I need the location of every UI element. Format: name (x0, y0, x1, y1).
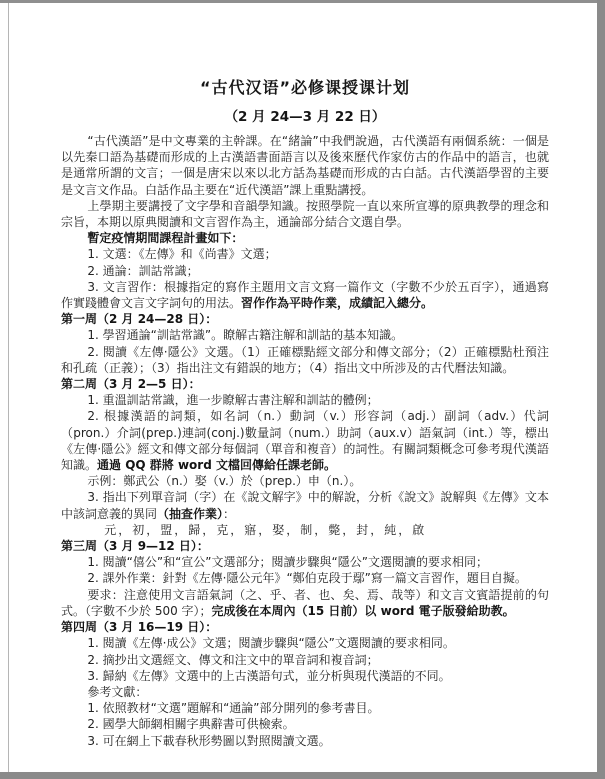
page-title: “古代汉语”必修课授课计划 (199, 78, 411, 97)
text-run: 1. 學習通論“訓詁常識”。瞭解古籍注解和訓詁的基本知識。 (87, 328, 404, 343)
paragraph (61, 133, 549, 198)
paragraph (61, 684, 549, 700)
paragraph (61, 700, 549, 716)
paragraph (61, 733, 549, 749)
text-run: 2. 課外作業：針對《左傳·隱公元年》“鄭伯克段于鄢”寫一篇文言習作，題目自擬。 (87, 571, 527, 586)
text-run: 2. 國學大師網相關字典辭書可供檢索。 (87, 717, 295, 732)
text-run: “古代漢語”是中文專業的主幹課。在“緒論”中我們說過，古代漢語有兩個系統：一個是以先秦口語為基礎而形成的上古漢語書面語言以及後來歷代作家仿古的作品中的語言，也就是通常所謂的文言；一個是唐宋以來以北方話為基礎而形成的古白話。古代漢語學習的主要是文言文作品。白話作品主要在“近代漢語”課上重點講授。 (61, 134, 549, 197)
document-page-surface (9, 3, 597, 772)
text-run: ： (223, 506, 236, 521)
paragraph (61, 279, 549, 311)
paragraph (61, 570, 549, 586)
text-run: 參考文獻： (87, 684, 148, 699)
scan-edge-right (597, 0, 605, 779)
paragraph (61, 198, 549, 230)
text-run: 3. 文言習作：根據指定的寫作主題用文言文寫一篇作文（字數不少於五百字），通過寫作實踐體會文言文字詞句的用法。 (61, 279, 549, 311)
text-run: （抽查作業） (157, 506, 224, 521)
text-run: 習作作為平時作業，成績記入總分。 (241, 296, 434, 311)
text-run: 2. 閱讀《左傳·隱公》文選。（1）正確標點經文部分和傳文部分；（2）正確標點杜預注和孔疏（正義）；（3）指出注文有錯誤的地方；（4）指出文中所涉及的古代曆法知識。 (61, 344, 549, 375)
section-heading (61, 619, 549, 635)
section-heading (61, 538, 549, 554)
text-run: 第三周（3 月 9—12 日）： (61, 539, 209, 554)
text-run: 要求：注意使用文言語氣詞（之、乎、者、也、矣、焉、哉等）和文言文賓語提前的句式。（字數不少於 500 字）； (61, 587, 549, 618)
paragraph (61, 230, 549, 246)
document-body (61, 133, 549, 749)
text-run: 2. 摘抄出文選經文、傳文和注文中的單音詞和複音詞； (87, 652, 379, 667)
paragraph (61, 554, 549, 570)
text-run: 2. 通論：訓詁常識； (87, 263, 199, 278)
section-heading (61, 311, 549, 327)
text-run: 1. 閱讀《左傳·成公》文選；閱讀步驟與“隱公”文選閱讀的要求相同。 (87, 636, 455, 651)
text-run: 1. 重溫訓詁常識，進一步瞭解古書注解和訓詁的體例； (87, 393, 379, 408)
paragraph (61, 587, 549, 619)
text-run: 上學期主要講授了文字學和音韻學知識。按照學院一直以來所宣導的原典教學的理念和宗旨，本期以原典閱讀和文言習作為主，通論部分結合文選自學。 (61, 198, 549, 230)
text-run: 3. 指出下列單音詞（字）在《說文解字》中的解說，分析《說文》說解與《左傳》文本中該詞意義的異同 (61, 490, 549, 521)
paragraph (61, 652, 549, 668)
text-run: 第四周（3 月 16—19 日）： (61, 620, 218, 635)
text-run: 元，初，盟，歸，克，寤，娶，制，斃，封，純，啟 (104, 522, 427, 537)
text-run: 完成後在本周內（15 日前）以 word 電子版發給助教。 (211, 603, 515, 618)
text-run: 暫定疫情期間課程計畫如下： (87, 231, 244, 246)
text-run: 1. 文選：《左傳》和《尚書》文選； (87, 247, 277, 262)
scan-edge-bottom (0, 772, 605, 779)
paragraph (61, 344, 549, 376)
section-heading (61, 376, 549, 392)
text-run: 3. 可在網上下載春秋形勢圖以對照閱讀文選。 (87, 733, 331, 748)
paragraph (61, 716, 549, 732)
paragraph (61, 392, 549, 408)
paragraph (61, 408, 549, 473)
text-run: 2. 根據漢語的詞類，如名詞（n.）動詞（v.）形容詞（adj.）副詞（adv.）代詞（pron.）介詞(prep.)連詞(conj.)數量詞（num.）助詞（aux.v）語氣詞（int.）等，標出《左傳·隱公》經文和傳文部分每個詞（單音和複音）的詞性。有關詞類概念可參考現代漢語知識。 (61, 409, 549, 473)
paragraph (61, 246, 549, 262)
text-run: 3. 歸納《左傳》文選中的上古漢語句式，並分析與現代漢語的不同。 (87, 668, 451, 683)
text-run: 通過 QQ 群將 word 文檔回傳給任課老師。 (97, 458, 336, 473)
text-run: 1. 閱讀“僖公”和“宣公”文選部分；閱讀步驟與“隱公”文選閱讀的要求相同； (87, 555, 488, 570)
paragraph (61, 263, 549, 279)
word-list-line (61, 522, 549, 538)
text-run: 1. 依照教材“文選”題解和“通論”部分開列的參考書目。 (87, 701, 380, 716)
page-subtitle: （2 月 24—3 月 22 日） (224, 109, 386, 125)
paragraph (61, 489, 549, 521)
text-run: 第一周（2 月 24—28 日）： (61, 312, 218, 327)
paragraph (61, 327, 549, 343)
text-run: 示例：鄭武公（n.）娶（v.）於（prep.）申（n.）。 (87, 474, 362, 489)
paragraph (61, 635, 549, 651)
paragraph (61, 473, 549, 489)
paragraph (61, 668, 549, 684)
text-run: 第二周（3 月 2—5 日）： (61, 377, 201, 392)
